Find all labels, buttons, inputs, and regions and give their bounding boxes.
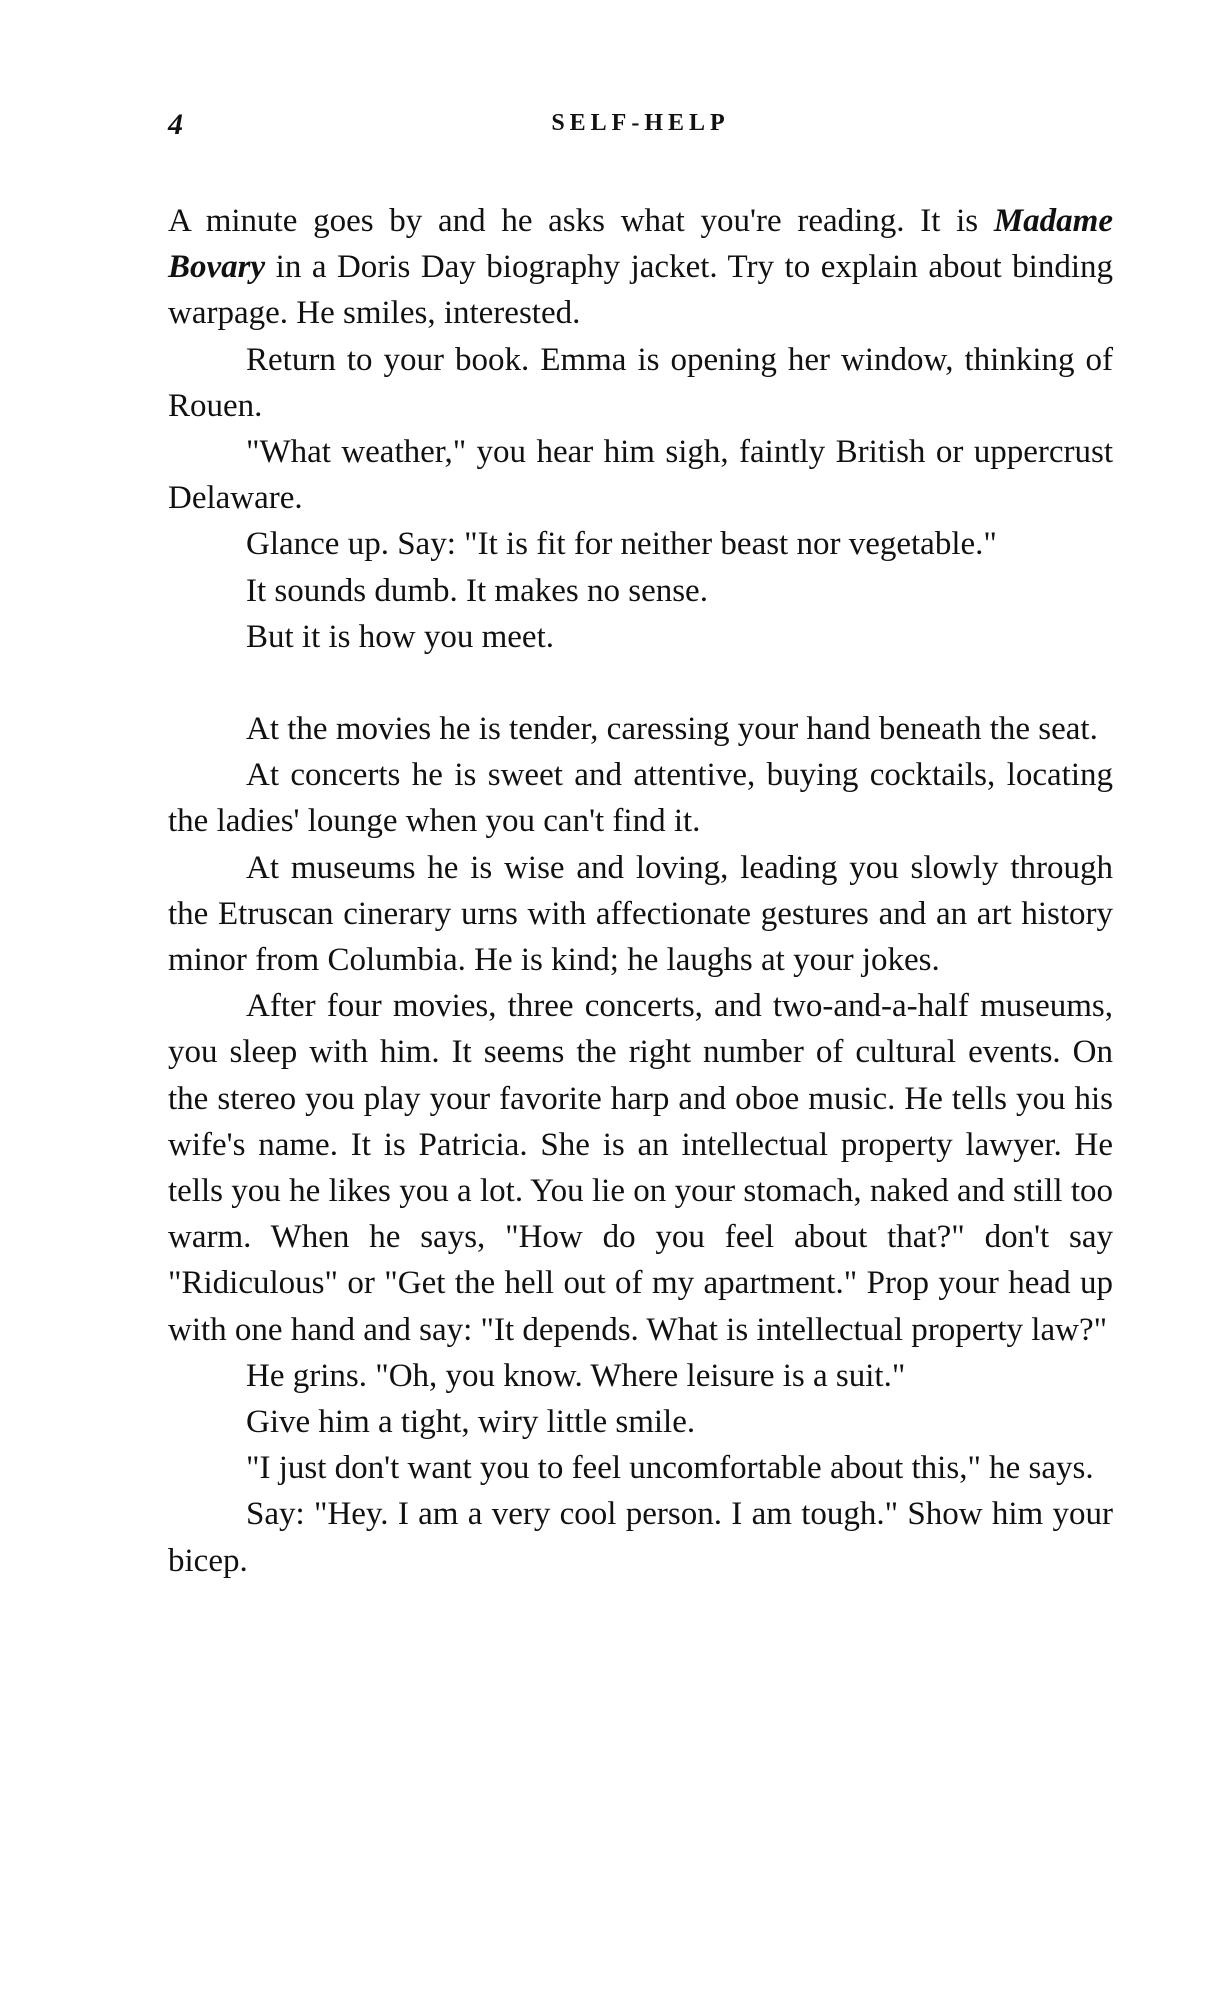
paragraph: Give him a tight, wiry little smile. xyxy=(246,1404,696,1441)
paragraph: Return to your book. Emma is opening her window, thinking of Rouen. xyxy=(168,341,1113,424)
paragraph: At museums he is wise and loving, leading you slowly through the Etruscan cinerary urns with affectionate gestures and an art history minor from Columbia. He is kind; he laughs at your jokes. xyxy=(168,849,1113,979)
paragraph-text: A minute goes by and he asks what you're reading. It is xyxy=(168,203,994,239)
paragraph: Say: "Hey. I am a very cool person. I am tough." Show him your bicep. xyxy=(168,1496,1113,1579)
paragraph: At the movies he is tender, caressing your hand beneath the seat. xyxy=(246,711,1098,748)
paragraph: He grins. "Oh, you know. Where leisure is a suit." xyxy=(246,1357,906,1394)
paragraph: After four movies, three concerts, and two-and-a-half museums, you sleep with him. It seems the right number of cultural events. On the stereo you play your favorite harp and oboe music. He tells you his wife's name. It is Patricia. She is an intellectual property lawyer. He tells you he likes you a lot. You lie on your stomach, naked and still too warm. When he says, "How do you feel about that?" don't say "Ridiculous" or "Get the hell out of my apartment." Prop your head up with one hand and say: "It depends. What is intellectual property law?" xyxy=(168,988,1113,1348)
page-number: 4 xyxy=(168,108,183,141)
running-head xyxy=(168,108,1113,148)
paragraph: "What weather," you hear him sigh, faintly British or uppercrust Delaware. xyxy=(168,434,1113,517)
paragraph: "I just don't want you to feel uncomfortable about this," he says. xyxy=(246,1450,1094,1487)
paragraph: It sounds dumb. It makes no sense. xyxy=(246,572,708,609)
paragraph-text: in a Doris Day biography jacket. Try to explain about binding warpage. He smiles, interested. xyxy=(168,249,1113,332)
paragraph: But it is how you meet. xyxy=(246,618,554,655)
paragraph: Glance up. Say: "It is fit for neither beast nor vegetable." xyxy=(246,526,997,563)
paragraph xyxy=(168,198,1113,337)
running-title: SELF-HELP xyxy=(551,110,730,136)
body-text xyxy=(168,198,1113,1584)
book-title-italic: Madame Bovary xyxy=(168,203,1113,286)
paragraph: At concerts he is sweet and attentive, buying cocktails, locating the ladies' lounge when you can't find it. xyxy=(168,757,1113,840)
